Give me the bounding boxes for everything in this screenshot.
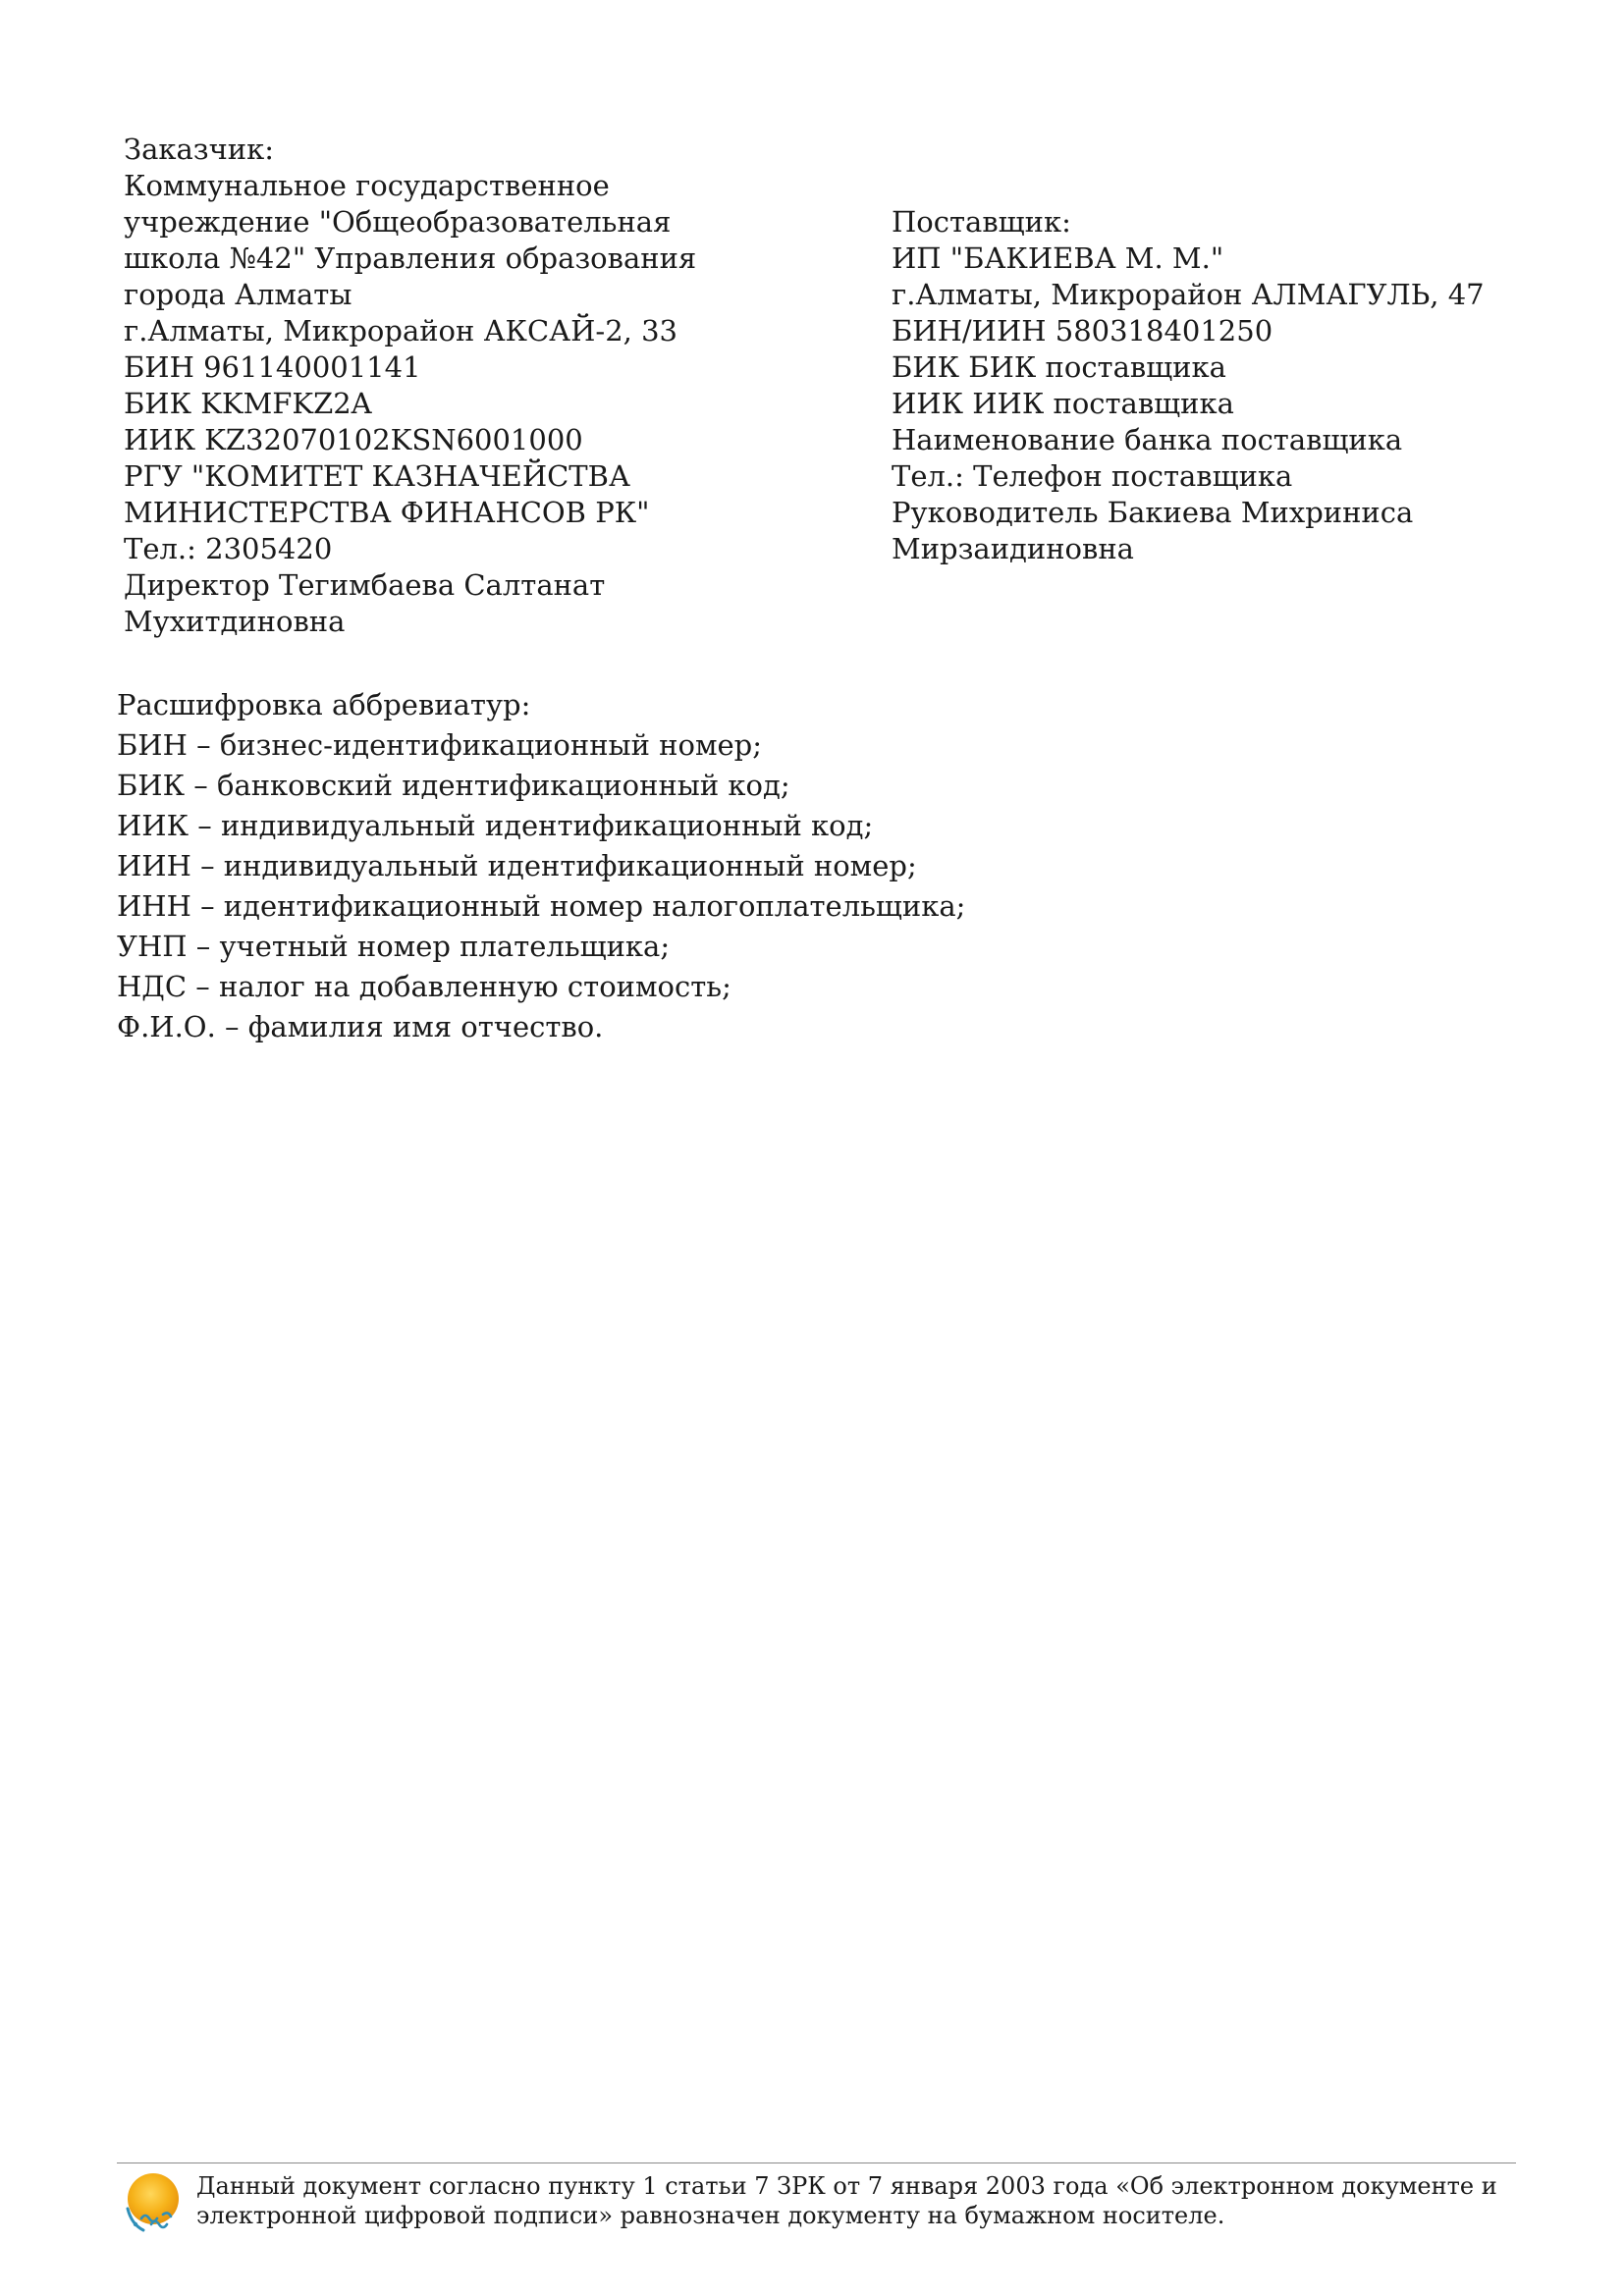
customer-bin: БИН 961140001141 — [124, 350, 421, 384]
supplier-address: г.Алматы, Микрорайон АЛМАГУЛЬ, 47 — [892, 278, 1485, 311]
sun-emblem-icon — [122, 2169, 189, 2236]
customer-line: города Алматы — [124, 278, 352, 311]
footer-notice-line: Данный документ согласно пункту 1 статьи 7 ЗРК от 7 января 2003 года «Об электронном документе и — [196, 2172, 1497, 2200]
supplier-details — [892, 204, 1485, 567]
abbreviation-item: УНП – учетный номер плательщика; — [117, 930, 671, 963]
customer-bank: МИНИСТЕРСТВА ФИНАНСОВ РК" — [124, 496, 650, 529]
customer-bik: БИК KKMFKZ2A — [124, 387, 372, 420]
customer-director: Мухитдиновна — [124, 605, 346, 638]
abbreviation-item: БИН – бизнес-идентификационный номер; — [117, 728, 763, 762]
supplier-name: ИП "БАКИЕВА М. М." — [892, 241, 1224, 275]
abbreviations-heading: Расшифровка аббревиатур: — [117, 688, 531, 721]
customer-line: школа №42" Управления образования — [124, 241, 697, 275]
supplier-iik: ИИК ИИК поставщика — [892, 387, 1234, 420]
supplier-bik: БИК БИК поставщика — [892, 350, 1226, 384]
abbreviation-item: Ф.И.О. – фамилия имя отчество. — [117, 1010, 604, 1043]
abbreviation-item: БИК – банковский идентификационный код; — [117, 769, 790, 802]
abbreviations-list — [117, 685, 965, 1047]
footer-notice-line: электронной цифровой подписи» равнозначен документу на бумажном носителе. — [196, 2202, 1225, 2229]
abbreviation-item: НДС – налог на добавленную стоимость; — [117, 970, 731, 1003]
supplier-phone: Тел.: Телефон поставщика — [892, 459, 1293, 493]
abbreviation-item: ИИН – индивидуальный идентификационный номер; — [117, 849, 917, 882]
customer-line: учреждение "Общеобразовательная — [124, 205, 672, 239]
customer-line: Коммунальное государственное — [124, 169, 610, 202]
customer-address: г.Алматы, Микрорайон АКСАЙ-2, 33 — [124, 314, 677, 347]
supplier-bank: Наименование банка поставщика — [892, 423, 1403, 456]
customer-heading: Заказчик: — [124, 133, 274, 166]
customer-phone: Тел.: 2305420 — [124, 532, 333, 565]
supplier-heading: Поставщик: — [892, 205, 1071, 239]
customer-iik: ИИК KZ32070102KSN6001000 — [124, 423, 583, 456]
supplier-director: Руководитель Бакиева Михриниса — [892, 496, 1414, 529]
customer-details — [124, 132, 696, 640]
customer-bank: РГУ "КОМИТЕТ КАЗНАЧЕЙСТВА — [124, 459, 630, 493]
supplier-director: Мирзаидиновна — [892, 532, 1134, 565]
footer-legal-notice — [196, 2171, 1497, 2230]
abbreviation-item: ИНН – идентификационный номер налогоплательщика; — [117, 889, 966, 923]
abbreviation-item: ИИК – индивидуальный идентификационный код; — [117, 809, 874, 842]
customer-director: Директор Тегимбаева Салтанат — [124, 568, 606, 602]
supplier-bin: БИН/ИИН 580318401250 — [892, 314, 1273, 347]
